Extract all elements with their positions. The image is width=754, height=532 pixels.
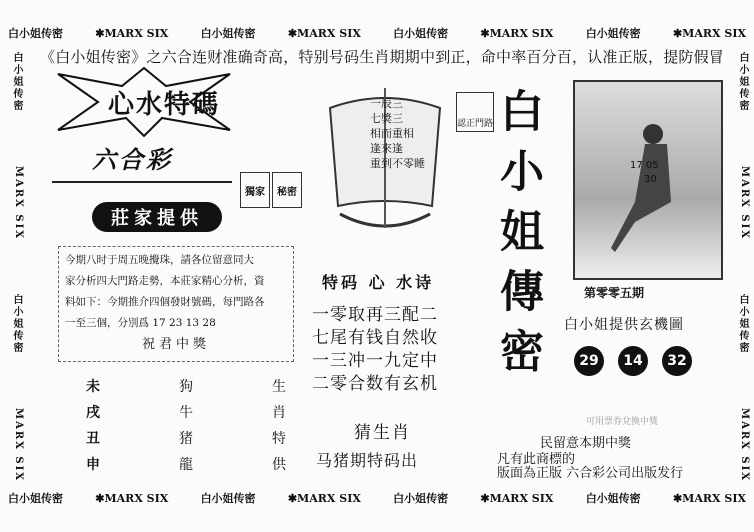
zodiac-table: [86, 374, 286, 478]
zodiac-animal: 牛: [179, 405, 193, 421]
number-ball: 29: [574, 346, 604, 376]
divider: [52, 181, 232, 183]
zodiac-branch: 申: [86, 457, 100, 473]
border-text: 白小姐传密: [8, 27, 63, 40]
poem: [312, 304, 472, 396]
number-ball: 14: [618, 346, 648, 376]
zodiac-note: 特: [272, 431, 286, 447]
number-balls: [574, 346, 692, 376]
zodiac-animal: 猪: [179, 431, 193, 447]
border-text: 白小姐传密: [737, 52, 748, 112]
right-border: [732, 52, 750, 482]
border-text: ✱MARX SIX: [95, 26, 169, 40]
photo-number: 30: [644, 174, 657, 185]
poem-line: 二零合数有玄机: [312, 374, 438, 394]
slogan: 心水特碼: [108, 90, 221, 120]
border-text: ✱MARX SIX: [672, 26, 746, 40]
notice-line: 料如下：今期推介四個發財號碼，每門路各: [65, 296, 265, 308]
poem-line: 七尾有钱自然收: [312, 328, 438, 348]
photo-numbers: [630, 159, 659, 187]
top-border: [8, 22, 746, 44]
border-text: 白小姐传密: [393, 492, 449, 505]
seal-stamp: 認正門路: [456, 92, 494, 132]
left-border: [6, 52, 24, 482]
border-text: MARX SIX: [13, 407, 24, 482]
period-label: 第零零五期: [584, 286, 645, 300]
border-text: ✱MARX SIX: [672, 491, 746, 505]
border-text: 白小姐传密: [585, 492, 641, 505]
footer-line: [497, 462, 683, 481]
ship-line: 七獎三: [370, 112, 403, 125]
publisher: 六合彩公司出版发行: [566, 466, 684, 481]
ship-verse: [370, 96, 432, 171]
blessing: 祝君中獎: [141, 337, 210, 352]
notice-line: 今期八时于周五晚攪珠，請各位留意同大: [65, 254, 254, 266]
bottom-border: [8, 487, 746, 509]
border-text: 白小姐传密: [393, 27, 449, 40]
footer-line: 凡有此商標的: [497, 452, 576, 467]
zodiac-animal: 龍: [179, 457, 193, 473]
border-text: 白小姐传密: [8, 492, 63, 505]
poem-title: 特码 心 水诗: [322, 273, 435, 292]
border-text: 白小姐传密: [200, 27, 256, 40]
photo-number: 17 05: [630, 160, 659, 171]
border-text: 白小姐传密: [11, 52, 22, 112]
zodiac-row: [86, 452, 286, 478]
notice-box: [58, 246, 294, 362]
vertical-title: 白小姐傳密: [492, 88, 543, 388]
border-text: MARX SIX: [13, 165, 24, 241]
zodiac-note: 供: [272, 457, 286, 473]
badge: 獨家: [240, 172, 270, 208]
border-text: MARX SIX: [739, 407, 750, 482]
number-ball: 32: [662, 346, 692, 376]
ship-line: 逢來逢: [370, 142, 403, 155]
border-text: 白小姐传密: [11, 293, 22, 354]
ship-line: 一辰三: [370, 97, 403, 110]
zodiac-branch: 戌: [86, 405, 100, 421]
footer-line: 民留意本期中獎: [540, 436, 632, 451]
border-text: ✱MARX SIX: [95, 491, 169, 505]
zodiac-row: [86, 400, 286, 426]
poem-line: 一三冲一九定中: [312, 351, 438, 371]
badge: 秘密: [272, 172, 302, 208]
poem-line: 一零取再三配二: [312, 305, 438, 325]
zodiac-note: 肖: [272, 405, 286, 421]
faint-note: 可用票券兌換中獎: [586, 417, 659, 427]
border-text: ✱MARX SIX: [287, 26, 361, 40]
headline: 《白小姐传密》之六合连财准确奇高，特别号码生肖期期中到正，命中率百分百，认准正版，提防假冒: [40, 48, 725, 66]
provider-label: 白小姐提供玄機圖: [564, 317, 684, 333]
ship-line: 重到不零睡: [370, 157, 425, 170]
ship-line: 相而重相: [370, 127, 414, 140]
zodiac-row: [86, 374, 286, 400]
guess-label: 猜生肖: [354, 423, 411, 443]
footer-text: 版面為正版: [497, 466, 563, 481]
zodiac-note: 生: [272, 379, 286, 395]
border-text: ✱MARX SIX: [287, 491, 361, 505]
border-text: 白小姐传密: [737, 293, 748, 354]
zodiac-branch: 丑: [86, 431, 100, 447]
border-text: 白小姐传密: [200, 492, 256, 505]
supplier-label: 莊家提供: [92, 202, 222, 232]
zodiac-row: [86, 426, 286, 452]
border-text: 白小姐传密: [585, 27, 641, 40]
notice-line: 家分析四大門路走勢，本莊家精心分析，資: [65, 275, 265, 287]
notice-line: 一至三個，分別爲 17 23 13 28: [65, 317, 216, 329]
border-text: MARX SIX: [739, 165, 750, 241]
zodiac-branch: 未: [86, 379, 100, 395]
lottery-name: 六合彩: [92, 145, 173, 174]
border-text: ✱MARX SIX: [480, 491, 554, 505]
tail-line: 马猪期特码出: [316, 451, 419, 470]
border-text: ✱MARX SIX: [480, 26, 554, 40]
zodiac-animal: 狗: [179, 379, 193, 395]
